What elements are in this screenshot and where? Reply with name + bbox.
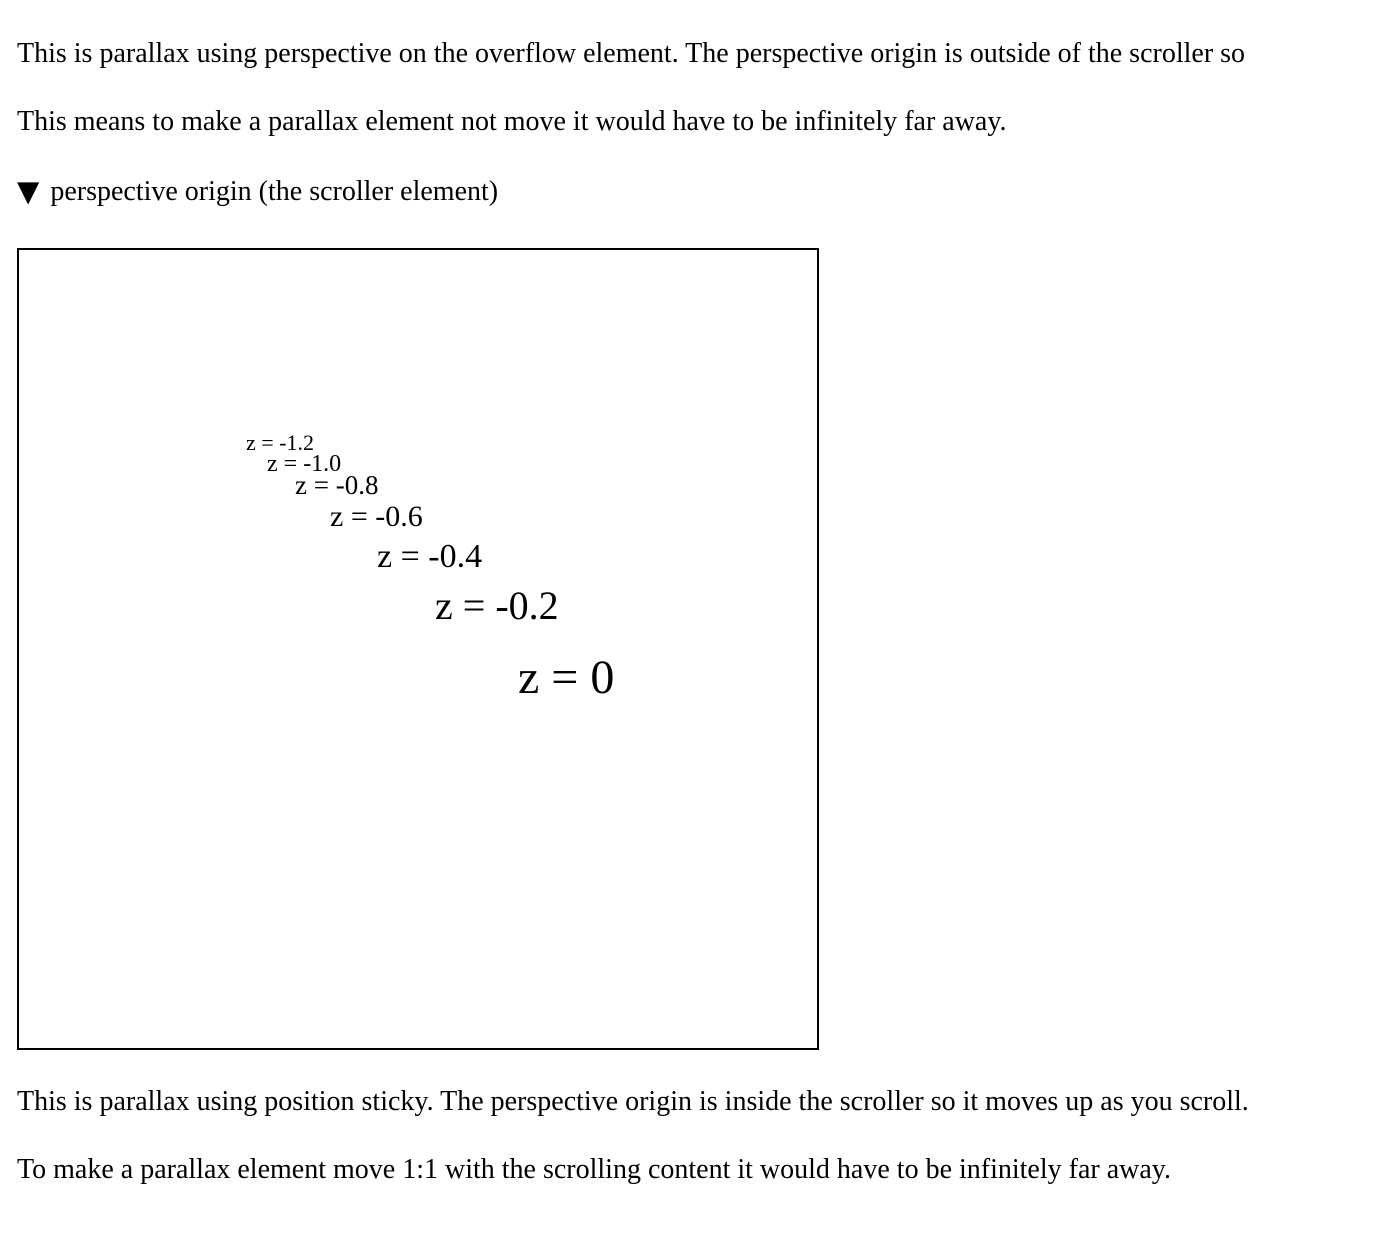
triangle-down-icon: ▼ [17,174,40,209]
z-depth-label: z = -0.2 [435,582,559,628]
z-depth-label: z = -1.0 [267,450,342,477]
z-depth-label: z = -1.2 [246,429,314,455]
perspective-origin-label: perspective origin (the scroller element) [50,176,499,208]
perspective-origin-marker [17,174,1392,208]
scroller-box[interactable] [17,248,819,1050]
z-depth-label: z = -0.4 [377,537,483,575]
outro-paragraph-2: To make a parallax element move 1:1 with the scrolling content it would have to be infinitely far away. [17,1153,1171,1185]
parallax-demo-page [0,38,1392,1186]
outro-paragraph-1: This is parallax using position sticky. The perspective origin is inside the scroller so it moves up as you scroll. [17,1085,1249,1117]
z-depth-label: z = -0.8 [295,469,379,500]
z-depth-label: z = -0.6 [330,499,423,533]
z-depth-label: z = 0 [518,650,615,704]
intro-paragraph-2: This means to make a parallax element not move it would have to be infinitely far away. [17,106,1007,138]
intro-paragraph-1: This is parallax using perspective on the overflow element. The perspective origin is outside of the scroller so [17,38,1246,69]
